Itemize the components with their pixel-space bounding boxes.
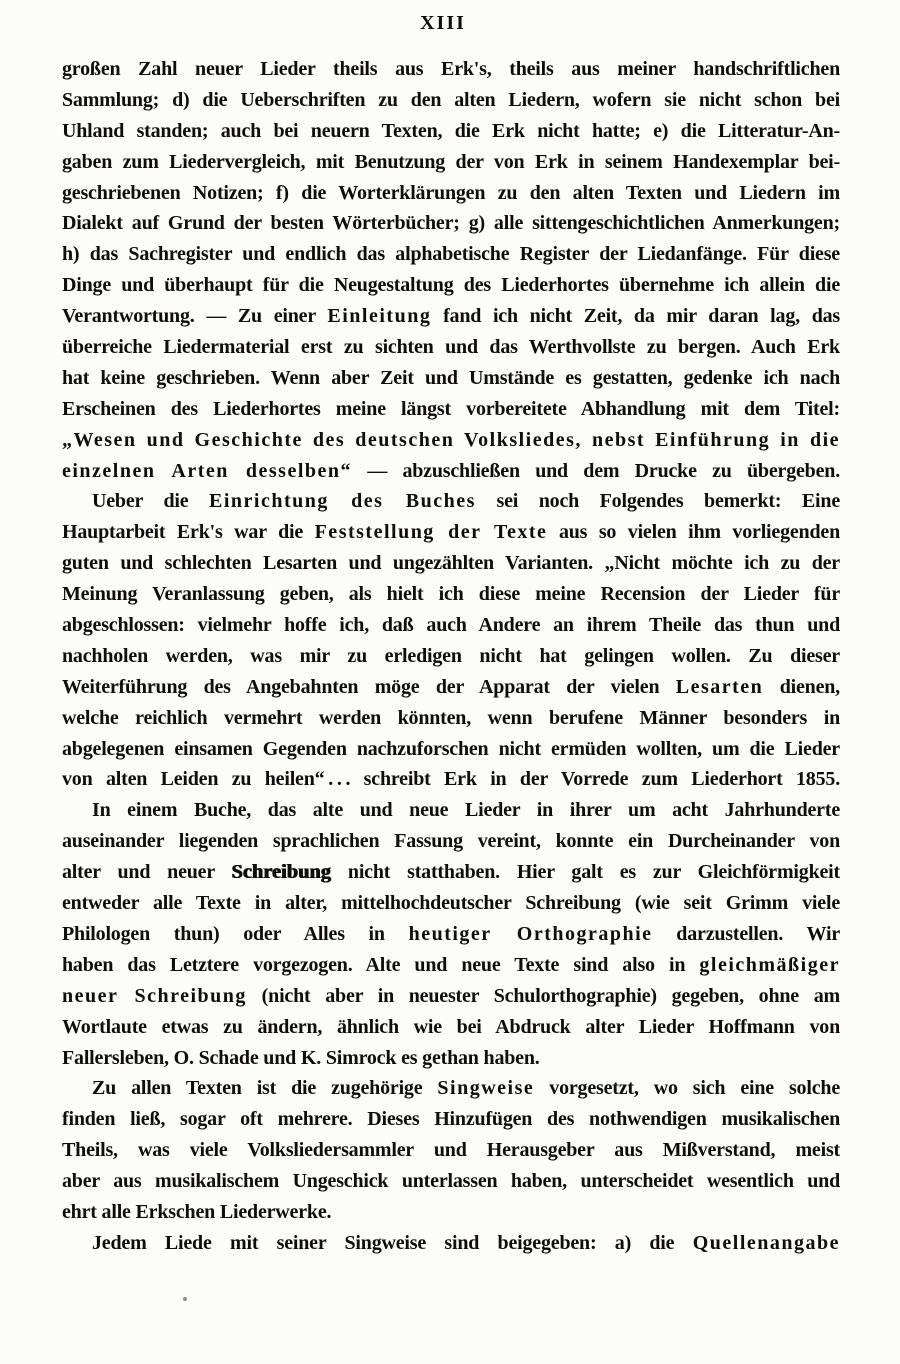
text-run: h) das Sachregister und endlich das alphabetische Register der Liedanfänge. Für diese bbox=[62, 243, 840, 266]
text-line bbox=[62, 301, 840, 332]
text-line bbox=[62, 394, 840, 425]
text-line bbox=[62, 1073, 840, 1104]
text-line bbox=[62, 270, 840, 301]
text-run: (nicht aber in neuester Schulorthographie) gegeben, ohne am bbox=[246, 984, 840, 1007]
text-run: abgelegenen einsamen Gegenden nachzuforschen nicht ermüden wollten, um die Lieder bbox=[62, 737, 840, 760]
text-run: Jedem Liede mit seiner Singweise sind beigegeben: a) die bbox=[92, 1231, 693, 1254]
emphasis-bold: Schreibung bbox=[231, 861, 332, 884]
text-line bbox=[62, 239, 840, 270]
text-line bbox=[62, 517, 840, 548]
text-run: darzustellen. Wir bbox=[652, 922, 840, 945]
text-run: Fallersleben, O. Schade und K. Simrock es gethan haben. bbox=[62, 1046, 540, 1069]
text-run: gaben zum Liedervergleich, mit Benutzung der von Erk in seinem Handexemplar bei- bbox=[62, 150, 840, 173]
text-line bbox=[62, 610, 840, 641]
text-run: — abzuschließen und dem Drucke zu übergeben. bbox=[352, 459, 840, 482]
text-line bbox=[62, 950, 840, 981]
emphasis-spaced: Lesarten bbox=[675, 675, 764, 698]
paragraph bbox=[62, 1073, 840, 1227]
text-line bbox=[62, 579, 840, 610]
text-run: aber aus musikalischem Ungeschick unterlassen haben, unterscheidet wesentlich und bbox=[62, 1170, 840, 1193]
text-run: vorgesetzt, wo sich eine solche bbox=[534, 1077, 840, 1100]
paragraph bbox=[62, 1228, 840, 1259]
text-line bbox=[62, 1197, 840, 1228]
text-line bbox=[62, 363, 840, 394]
text-run: Weiterführung des Angebahnten möge der Apparat der vielen bbox=[62, 675, 676, 698]
text-line bbox=[62, 919, 840, 950]
text-run: guten und schlechten Lesarten und ungezählten Varianten. „Nicht möchte ich zu der bbox=[62, 552, 840, 575]
text-block bbox=[62, 54, 840, 1259]
text-run: In einem Buche, das alte und neue Lieder in ihrer um acht Jahrhunderte bbox=[92, 799, 840, 822]
emphasis-spaced: Einrichtung des Buches bbox=[209, 490, 476, 513]
text-line bbox=[62, 1012, 840, 1043]
text-line bbox=[62, 332, 840, 363]
text-line bbox=[62, 178, 840, 209]
scan-speck bbox=[183, 1297, 187, 1301]
emphasis-spaced: neuer Schreibung bbox=[62, 984, 247, 1007]
emphasis-spaced: einzelnen Arten desselben“ bbox=[62, 459, 353, 482]
text-line bbox=[62, 826, 840, 857]
text-line bbox=[62, 208, 840, 239]
text-line bbox=[62, 1043, 840, 1074]
text-line bbox=[62, 1135, 840, 1166]
text-line bbox=[62, 486, 840, 517]
paragraph bbox=[62, 54, 840, 486]
text-line bbox=[62, 734, 840, 765]
text-run: großen Zahl neuer Lieder theils aus Erk's, theils aus meiner handschriftlichen bbox=[62, 58, 840, 80]
text-run: sei noch Folgendes bemerkt: Eine bbox=[475, 490, 840, 513]
text-line bbox=[62, 981, 840, 1012]
text-run: nachholen werden, was mir zu erledigen nicht hat gelingen wollen. Zu dieser bbox=[62, 644, 840, 667]
emphasis-spaced: heutiger Orthographie bbox=[408, 922, 653, 945]
text-run: abgeschlossen: vielmehr hoffe ich, daß auch Andere an ihrem Theile das thun und bbox=[62, 614, 840, 637]
emphasis-spaced: gleichmäßiger bbox=[699, 953, 840, 976]
text-line bbox=[62, 425, 840, 456]
text-run: Theils, was viele Volksliedersammler und Herausgeber aus Mißverstand, meist bbox=[62, 1139, 840, 1162]
text-line bbox=[62, 1104, 840, 1135]
text-run: hat keine geschrieben. Wenn aber Zeit und Umstände es gestatten, gedenke ich nach bbox=[62, 366, 840, 389]
text-run: Hauptarbeit Erk's war die bbox=[62, 521, 315, 544]
text-line bbox=[62, 548, 840, 579]
text-run: Uhland standen; auch bei neuern Texten, die Erk nicht hatte; e) die Litteratur-An- bbox=[62, 119, 840, 142]
emphasis-spaced: Quellenangabe bbox=[692, 1231, 840, 1254]
paragraph bbox=[62, 486, 840, 795]
page-number: XIII bbox=[420, 12, 466, 34]
text-run: Erscheinen des Liederhortes meine längst vorbereitete Abhandlung mit dem Titel: bbox=[62, 397, 840, 420]
text-run: Dinge und überhaupt für die Neugestaltung des Liederhortes übernehme ich allein die bbox=[62, 274, 840, 297]
text-run: ehrt alle Erkschen Liederwerke. bbox=[62, 1200, 332, 1223]
text-line bbox=[62, 703, 840, 734]
text-line bbox=[62, 456, 840, 487]
text-run: fand ich nicht Zeit, da mir daran lag, das bbox=[431, 305, 840, 328]
text-run: welche reichlich vermehrt werden könnten, wenn berufene Männer besonders in bbox=[62, 706, 840, 729]
text-line bbox=[62, 116, 840, 147]
text-line bbox=[62, 1228, 840, 1259]
emphasis-spaced: „Wesen und Geschichte des deutschen Volksliedes, nebst Einführung in die bbox=[62, 428, 840, 451]
emphasis-spaced: Feststellung der Texte bbox=[314, 521, 548, 544]
text-line bbox=[62, 857, 840, 888]
text-run: nicht statthaben. Hier galt es zur Gleichförmigkeit bbox=[331, 861, 840, 884]
text-run: Wortlaute etwas zu ändern, ähnlich wie bei Abdruck alter Lieder Hoffmann von bbox=[62, 1015, 840, 1038]
text-line bbox=[62, 147, 840, 178]
text-line bbox=[62, 795, 840, 826]
text-run: entweder alle Texte in alter, mittelhochdeutscher Schreibung (wie seit Grimm viele bbox=[62, 892, 840, 915]
text-line bbox=[62, 85, 840, 116]
text-run: Ueber die bbox=[92, 490, 210, 513]
text-run: Sammlung; d) die Ueberschriften zu den alten Liedern, wofern sie nicht schon bei bbox=[62, 88, 840, 111]
text-line bbox=[62, 672, 840, 703]
text-run: von alten Leiden zu heilen“ . . . schreibt Erk in der Vorrede zum Liederhort 1855. bbox=[62, 768, 840, 791]
emphasis-spaced: Singweise bbox=[437, 1077, 535, 1100]
text-run: Dialekt auf Grund der besten Wörterbücher; g) alle sittengeschichtlichen Anmerkungen; bbox=[62, 212, 840, 235]
text-line bbox=[62, 888, 840, 919]
text-run: haben das Letztere vorgezogen. Alte und neue Texte sind also in bbox=[62, 953, 700, 976]
text-line bbox=[62, 54, 840, 85]
text-run: Meinung Veranlassung geben, als hielt ich diese meine Recension der Lieder für bbox=[62, 583, 840, 606]
text-run: Philologen thun) oder Alles in bbox=[62, 922, 409, 945]
text-run: Zu allen Texten ist die zugehörige bbox=[92, 1077, 438, 1100]
text-run: alter und neuer bbox=[62, 861, 232, 884]
text-run: geschriebenen Notizen; f) die Worterklärungen zu den alten Texten und Liedern im bbox=[62, 181, 840, 204]
text-run: Verantwortung. — Zu einer bbox=[62, 305, 328, 328]
text-line bbox=[62, 1166, 840, 1197]
paragraph bbox=[62, 795, 840, 1073]
text-run: finden ließ, sogar oft mehrere. Dieses Hinzufügen des nothwendigen musikalischen bbox=[62, 1108, 840, 1131]
text-line bbox=[62, 764, 840, 795]
text-run: überreiche Liedermaterial erst zu sichten und das Werthvollste zu bergen. Auch Erk bbox=[62, 336, 840, 359]
text-run: auseinander liegenden sprachlichen Fassung vereint, konnte ein Durcheinander von bbox=[62, 830, 840, 853]
text-run: dienen, bbox=[763, 675, 840, 698]
text-line bbox=[62, 641, 840, 672]
text-run: aus so vielen ihm vorliegenden bbox=[547, 521, 840, 544]
emphasis-spaced: Einleitung bbox=[327, 305, 432, 328]
